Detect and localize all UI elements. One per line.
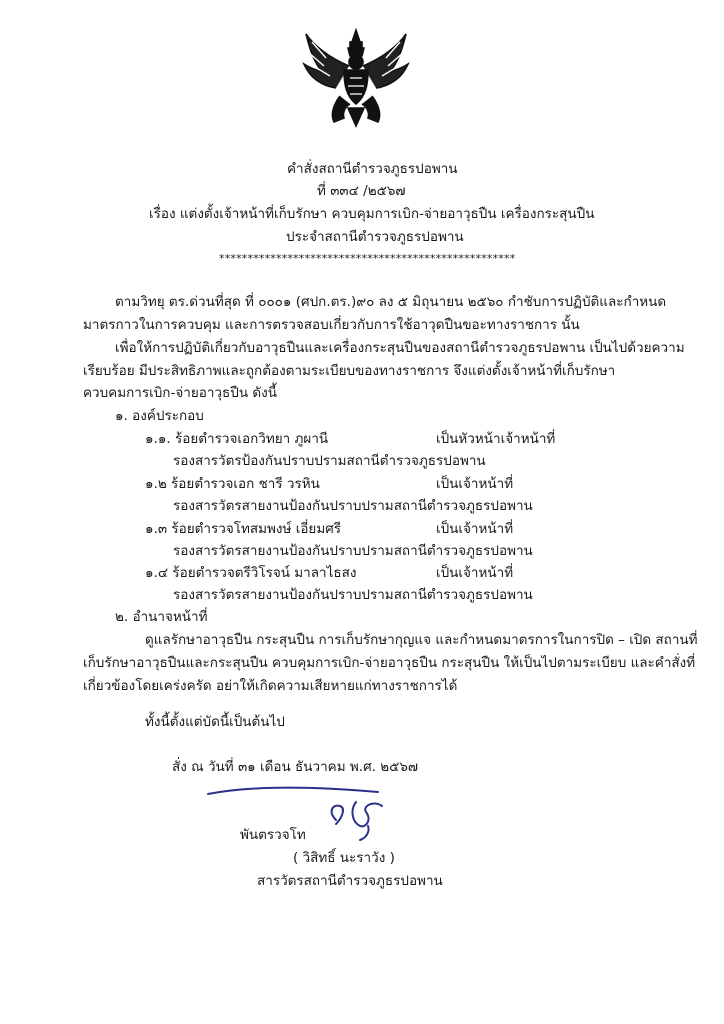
duties-text: ดูแลรักษาอาวุธปืน กระสุนปืน การเก็บรักษากุญแจ และกำหนดมาตรการในการปิด – เปิด สถานที่: [145, 632, 698, 648]
order-subject: เรื่อง แต่งตั้งเจ้าหน้าที่เก็บรักษา ควบคุมการเบิก-จ่ายอาวุธปืน เครื่องกระสุนปืน: [149, 206, 595, 222]
section-duties-heading: ๒. อำนาจหน้าที่: [115, 609, 208, 625]
garuda-emblem-icon: [300, 28, 412, 128]
separator-line: ****************************************************: [219, 252, 516, 265]
duties-text-line2: เก็บรักษาอาวุธปืนและกระสุนปืน ควบคุมการเบิก-จ่ายอาวุธปืน กระสุนปืน ให้เป็นไปตามระเบียบ และคำสั่งที่: [83, 655, 696, 671]
member-3-role: เป็นเจ้าหน้าที่: [436, 521, 514, 537]
order-number: ที่ ๓๓๔ /๒๕๖๗: [317, 183, 406, 199]
order-subject-continuation: ประจำสถานีตำรวจภูธรปอพาน: [286, 229, 464, 245]
section-composition-heading: ๑. องค์ประกอบ: [115, 408, 204, 424]
member-4-position: รองสารวัตรสายงานป้องกันปราบปรามสถานีตำรวจภูธรปอพาน: [173, 587, 533, 603]
paragraph-purpose: เพื่อให้การปฏิบัติเกี่ยวกับอาวุธปืนและเครื่องกระสุนปืนของสถานีตำรวจภูธรปอพาน เป็นไปด้วยความ: [115, 340, 685, 356]
member-1-name: ๑.๑. ร้อยตำรวจเอกวิทยา ภูผานี: [145, 431, 329, 447]
member-1-position: รองสารวัตรป้องกันปราบปรามสถานีตำรวจภูธรปอพาน: [173, 453, 486, 469]
paragraph-reference: ตามวิทยุ ตร.ด่วนที่สุด ที่ ๐๐๐๑ (ศปก.ตร.)๙๐ ลง ๕ มิถุนายน ๒๕๖๐ กำชับการปฏิบัติและกำหนด: [115, 294, 667, 310]
signatory-position: สารวัตรสถานีตำรวจภูธรปอพาน: [257, 873, 443, 889]
member-2-position: รองสารวัตรสายงานป้องกันปราบปรามสถานีตำรวจภูธรปอพาน: [173, 498, 533, 514]
signatory-rank: พันตรวจโท: [240, 827, 306, 843]
paragraph-purpose-line3: ควบคมการเบิก-จ่ายอาวุธปืน ดังนี้: [83, 385, 277, 401]
paragraph-reference-line2: มาตรกาวในการควบคุม และการตรวจสอบเกี่ยวกับการใช้อาวุดปืนขอะทางราชการ นั้น: [83, 317, 580, 333]
member-2-name: ๑.๒ ร้อยตำรวจเอก ชารี วรหิน: [145, 476, 320, 492]
order-date: สั่ง ณ วันที่ ๓๑ เดือน ธันวาคม พ.ศ. ๒๕๖๗: [172, 759, 419, 775]
member-4-name: ๑.๔ ร้อยตำรวจตรีวิโรจน์ มาลาไธสง: [145, 565, 357, 581]
member-1-role: เป็นหัวหน้าเจ้าหน้าที่: [436, 431, 556, 447]
effective-statement: ทั้งนี้ตั้งแต่บัดนี้เป็นต้นไป: [145, 714, 285, 730]
order-title: คำสั่งสถานีตำรวจภูธรปอพาน: [287, 161, 458, 177]
duties-text-line3: เกี่ยวข้องโดยเคร่งครัด อย่าให้เกิดความเสียหายแก่ทางราชการได้: [83, 678, 458, 694]
member-3-position: รองสารวัตรสายงานป้องกันปราบปรามสถานีตำรวจภูธรปอพาน: [173, 543, 533, 559]
paragraph-purpose-line2: เรียบร้อย มีประสิทธิภาพและถูกต้องตามระเบียบของทางราชการ จึงแต่งตั้งเจ้าหน้าที่เก็บรักษา: [83, 363, 616, 379]
member-4-role: เป็นเจ้าหน้าที่: [436, 565, 514, 581]
member-3-name: ๑.๓ ร้อยตำรวจโทสมพงษ์ เอี่ยมศรี: [145, 521, 342, 537]
member-2-role: เป็นเจ้าหน้าที่: [436, 476, 514, 492]
signatory-name: ( วิสิทธิ์ นะราวัง ): [293, 850, 395, 866]
